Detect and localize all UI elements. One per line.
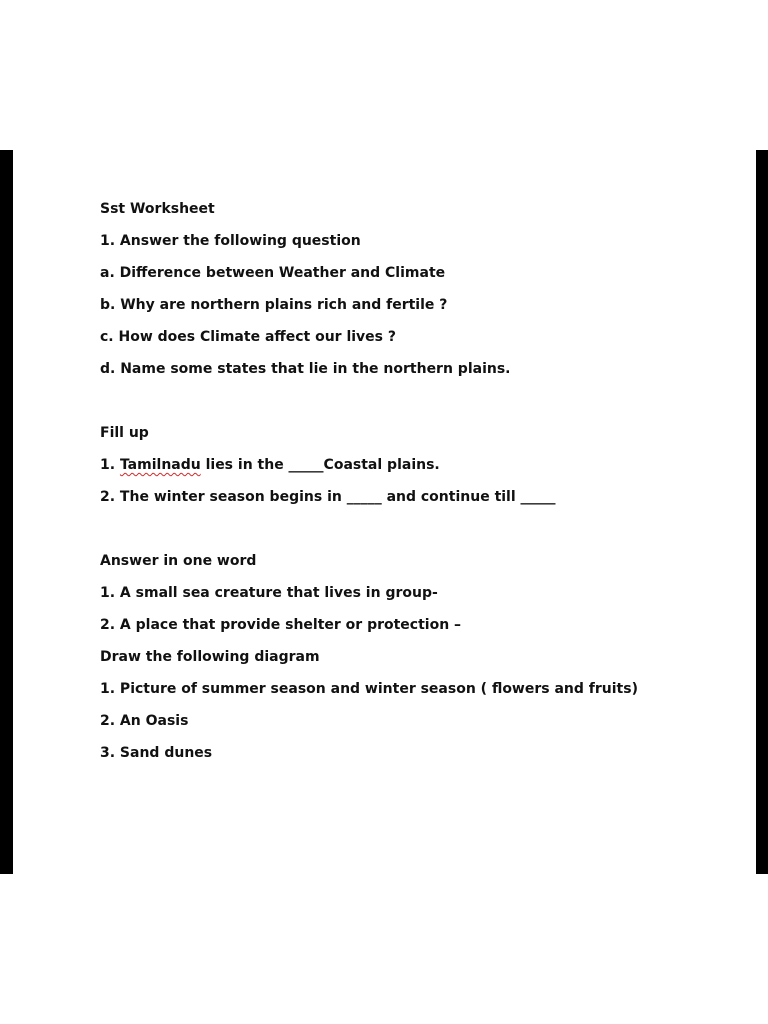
left-edge-bar [0,150,13,874]
question-item-c: c. How does Climate affect our lives ? [100,329,397,345]
fill-up-item-1-text: lies in the _____Coastal plains. [200,457,440,473]
section-heading-diagram: Draw the following diagram [100,649,320,665]
diagram-item-2: 2. An Oasis [100,713,189,729]
worksheet-title: Sst Worksheet [100,201,215,217]
section-heading-fill-up: Fill up [100,425,149,441]
fill-up-item-1 [100,455,700,487]
diagram-item-3: 3. Sand dunes [100,745,213,761]
question-item-b: b. Why are northern plains rich and fertile ? [100,297,448,313]
question-item-a: a. Difference between Weather and Climate [100,265,446,281]
one-word-item-1: 1. A small sea creature that lives in group- [100,585,438,601]
fill-up-item-2: 2. The winter season begins in _____ and continue till _____ [100,489,556,505]
worksheet-page [100,199,700,775]
right-edge-bar [756,150,768,874]
spacer [100,519,700,551]
diagram-item-1: 1. Picture of summer season and winter season ( flowers and fruits) [100,681,638,697]
misspelled-word: Tamilnadu [119,457,201,473]
question-item-d: d. Name some states that lie in the northern plains. [100,361,511,377]
section-heading-one-word: Answer in one word [100,553,257,569]
section-heading-questions: 1. Answer the following question [100,233,361,249]
spacer [100,391,700,423]
fill-up-item-1-number: 1. [100,457,120,473]
one-word-item-2: 2. A place that provide shelter or protection – [100,617,462,633]
